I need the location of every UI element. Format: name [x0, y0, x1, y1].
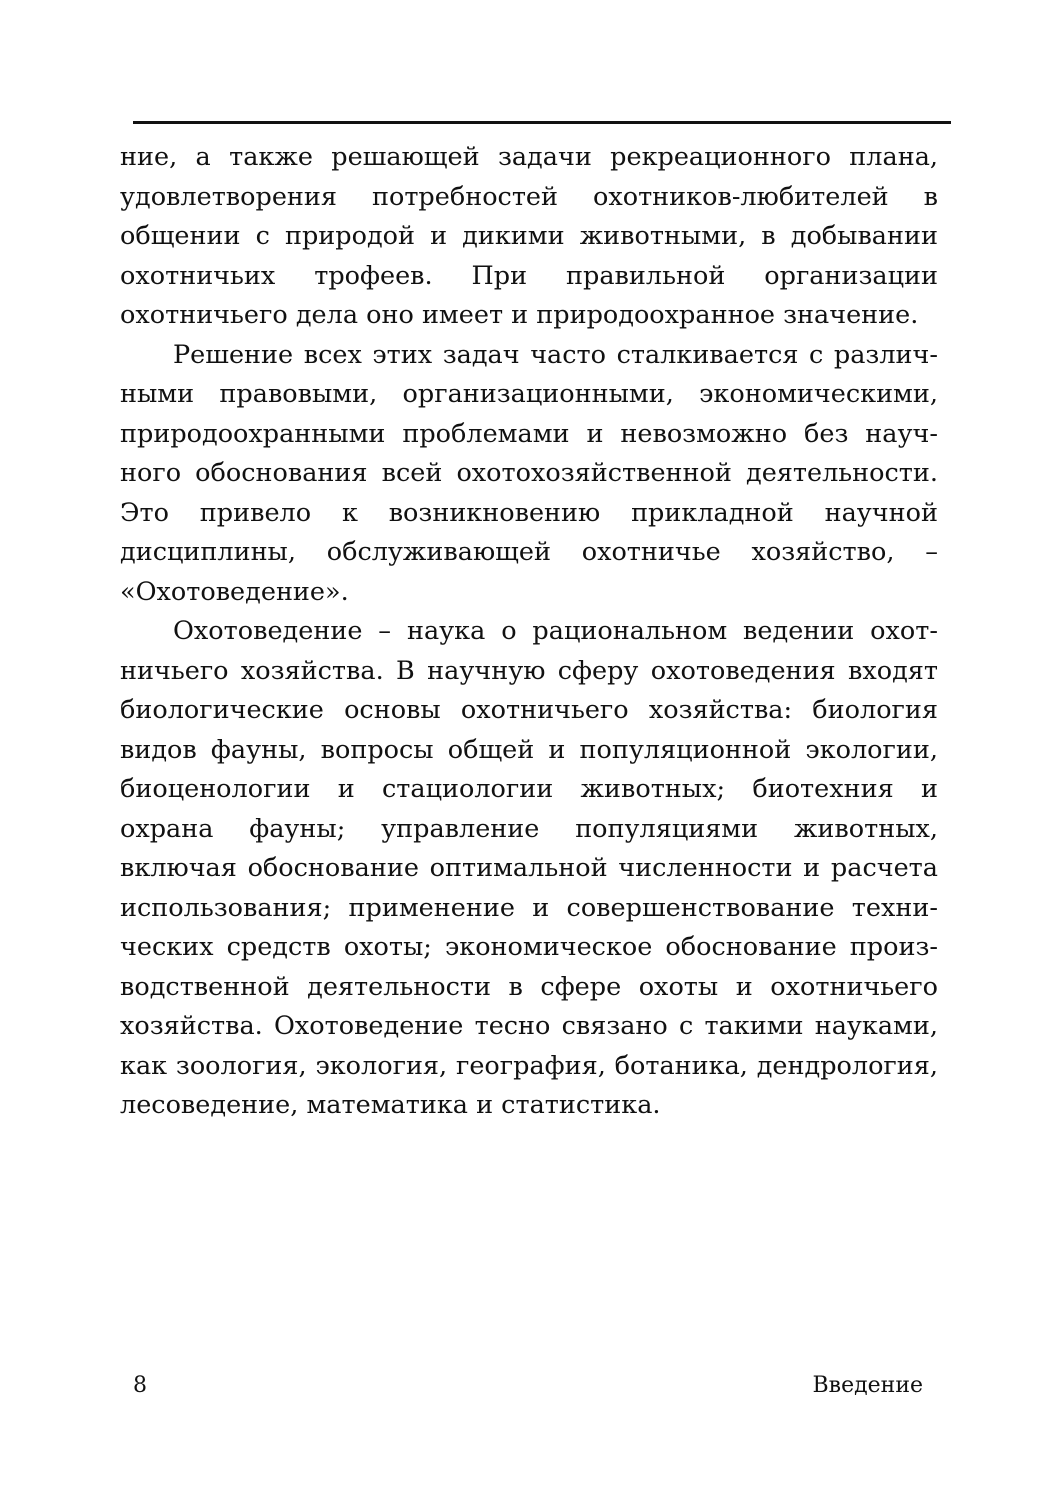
paragraph-1: ние, а также решающей задачи рекреационного плана, удовлетворения потребностей охотников-любителей в общении с природой и дикими животными, в добывании охотничьих трофеев. При правильной организации охотничьего дела оно имеет и природоохранное значение.: [120, 142, 938, 330]
running-title: Введение: [812, 1373, 923, 1398]
main-text: [120, 138, 938, 1126]
page-number: 8: [133, 1373, 147, 1398]
paragraph-2: Решение всех этих задач часто сталкивается с различными правовыми, организационными, экономическими, природоохранными проблемами и невозможно без научного обоснования всей охотохозяйственной деятельности. Это привело к возникновению прикладной научной дисциплины, обслуживающей охотничье хозяйство, – «Охотоведение».: [120, 339, 938, 607]
paragraph-3: Охотоведение – наука о рациональном ведении охотничьего хозяйства. В научную сферу охотоведения входят биологические основы охотничьего хозяйства: биология видов фауны, вопросы общей и популяционной экологии, биоценологии и стациологии животных; биотехния и охрана фауны; управление популяциями животных, включая обоснование оптимальной численности и расчета использования; применение и совершенствование технических средств охоты; экономическое обоснование производственной деятельности в сфере охоты и охотничьего хозяйства. Охотоведение тесно связано с такими науками, как зоология, экология, география, ботаника, дендрология, лесоведение, математика и статистика.: [120, 616, 938, 1120]
header-rule: [133, 121, 951, 124]
